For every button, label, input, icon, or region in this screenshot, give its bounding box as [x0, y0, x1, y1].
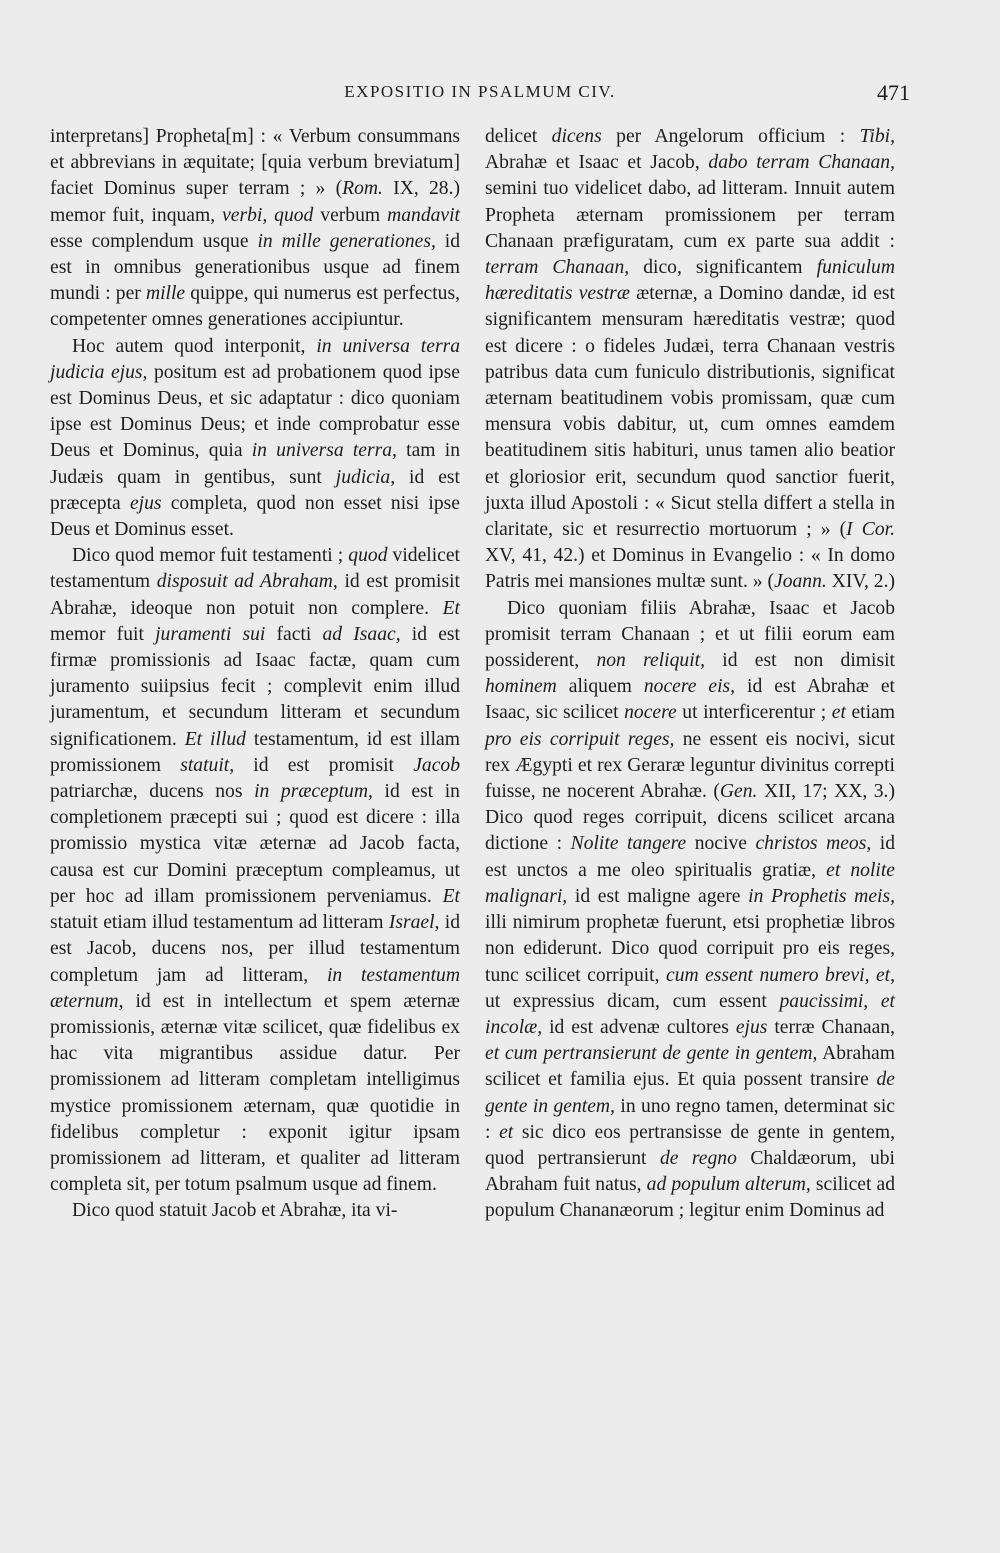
page-number: 471: [877, 80, 910, 105]
text-run: aliquem: [556, 676, 644, 698]
page-header: [50, 80, 910, 110]
italic-text: Gen.: [719, 781, 758, 803]
italic-text: Et illud: [184, 728, 246, 750]
text-run: id est non dimisit: [704, 650, 895, 672]
italic-text: disposuit ad Abraham,: [156, 571, 338, 593]
italic-text: non reliquit,: [596, 650, 705, 672]
italic-text: ad Isaac,: [322, 623, 401, 645]
italic-text: nocere eis,: [643, 676, 736, 698]
text-run: Dico quod statuit Jacob et Abrahæ, ita vi-: [72, 1200, 398, 1222]
running-head: EXPOSITIO IN PSALMUM CIV.: [344, 82, 616, 101]
text-run: dico, significantem: [629, 257, 817, 279]
text-run: æternæ, a Domino dandæ, id est significantem mensuram hæreditatis vestræ; quod est dicere : o fideles Judæi, terra Chanaan vestris patribus data cum funiculo distributionis, significat æternam beatitudinem vobis promissam, quæ cum mensura vobis dabitur, ut, cum omnes eamdem beatitudinem sitis habituri, unus tamen alio beatior et gloriosior erit, secundum quod sanctior fuerit, juxta illud Apostoli : « Sicut stella differt a stella in claritate, sic et resurrectio mortuorum ; » (: [485, 283, 895, 541]
italic-text: dicens: [551, 126, 602, 147]
paragraph: [485, 596, 895, 1225]
text-run: memor fuit: [50, 623, 156, 645]
text-run: semini tuo videlicet dabo, ad litteram. Innuit autem Propheta æternam promissionem per terram Chanaan præfiguratam, cum ex parte sua addit :: [485, 178, 895, 252]
paragraph: [50, 124, 460, 334]
italic-text: hominem: [485, 676, 557, 698]
text-run: illi nimirum prophetæ fuerunt, etsi prophetiæ libros non ediderunt. Dico quod corripuit pro eis reges, tunc scilicet corripuit,: [485, 912, 895, 986]
text-run: nocive: [686, 833, 756, 855]
italic-text: et cum pertransierunt de gente in gentem,: [485, 1043, 818, 1065]
italic-text: et: [499, 1121, 514, 1143]
text-run: completa, quod non esset nisi ipse Deus et Dominus esset.: [50, 492, 460, 541]
text-run: positum est ad probationem quod ipse est Dominus Deus, et sic adaptatur : dico quoniam ipse est Dominus Deus; et inde comprobatur esse Deus et Dominus, quia: [50, 361, 461, 462]
text-run: quippe, qui numerus est perfectus, competenter omnes generationes accipiuntur.: [50, 283, 460, 331]
text-run: ut interficerentur ;: [676, 702, 832, 724]
italic-text: juramenti sui: [155, 623, 266, 645]
text-run: terræ Chanaan,: [767, 1016, 895, 1038]
italic-text: et nolite malignari,: [485, 859, 895, 907]
text-run: interpretans] Propheta[m] : « Verbum consummans et abbrevians in æquitate; [quia verbum breviatum] faciet Dominus super terram ; » (: [50, 126, 460, 200]
italic-text: I Cor.: [846, 519, 895, 541]
text-run: id est advenæ cultores: [542, 1016, 736, 1038]
text-run: id est firmæ promissionis ad Isaac factæ, quam cum juramento suiipsius fecit ; complevit enim illud juramentum, et secundum litteram et secundum significationem.: [50, 623, 460, 750]
text-run: sic dico eos pertransisse de gente in gentem, quod pertransierunt: [485, 1121, 895, 1169]
italic-text: mille: [145, 283, 186, 305]
italic-text: Et: [442, 885, 460, 907]
italic-text: paucissimi, et incolæ,: [485, 990, 895, 1038]
text-run: esse complendum usque: [50, 230, 258, 252]
italic-text: dabo terram Chanaan,: [708, 152, 895, 174]
italic-text: et: [831, 702, 846, 724]
italic-text: verbi, quod: [222, 204, 314, 226]
paragraph: [50, 334, 460, 544]
italic-text: de regno: [659, 1147, 737, 1169]
italic-text: christos meos,: [755, 833, 872, 855]
italic-text: pro eis corripuit reges,: [485, 728, 675, 750]
text-run: Hoc autem quod interponit,: [72, 335, 317, 357]
text-run: testamentum, id est illam promissionem: [50, 728, 460, 776]
text-run: id est promisit: [234, 754, 414, 776]
text-run: id est Abrahæ et Isaac, sic scilicet: [485, 676, 895, 724]
italic-text: ejus: [129, 492, 162, 514]
italic-text: Israel,: [388, 912, 440, 934]
paragraph: [50, 543, 460, 1198]
text-run: verbum: [313, 204, 388, 226]
text-run: IX, 28.) memor fuit, inquam,: [50, 178, 461, 226]
text-run: scilicet ad populum Chananæorum ; legitur enim Dominus ad: [485, 1174, 895, 1222]
italic-text: in universa terra,: [251, 440, 397, 462]
italic-text: in testamentum æternum,: [50, 964, 460, 1012]
text-run: XIV, 2.): [826, 571, 896, 593]
text-run: facti: [265, 623, 323, 645]
text-run: XII, 17; XX, 3.) Dico quod reges corripuit, dicens scilicet arcana dictione :: [485, 781, 895, 855]
italic-text: judicia,: [335, 466, 396, 488]
text-run: ne essent eis nocivi, sicut rex Ægypti et rex Geraræ leguntur divinitus correpti fuisse, ne nocerent Abrahæ. (: [485, 728, 895, 803]
text-run: Abrahæ et Isaac et Jacob,: [485, 152, 709, 174]
italic-text: ejus: [735, 1016, 768, 1038]
text-run: XV, 41, 42.) et Dominus in Evangelio : « In domo Patris mei mansiones multæ sunt. » (: [485, 545, 895, 593]
italic-text: terram Chanaan,: [485, 257, 630, 279]
italic-text: ad populum alterum,: [646, 1174, 811, 1196]
text-run: id est in omnibus generationibus usque ad finem mundi : per: [50, 230, 461, 305]
text-run: Chaldæorum, ubi Abraham fuit natus,: [485, 1147, 895, 1196]
text-run: id est promisit Abrahæ, ideoque non potuit non complere.: [50, 571, 460, 619]
italic-text: mandavit: [387, 204, 460, 226]
text-column-right: [485, 124, 895, 1225]
text-run: tam in Judæis quam in gentibus, sunt: [50, 440, 460, 488]
text-run: id est in intellectum et spem æternæ promissionis, æternæ vitæ scilicet, quæ fidelibus ex hac vita migrantibus assidue datur. Per promissionem ad litteram completam intelligimus mystice promissionem æternam, quæ quotidie in fidelibus completur : exponit igitur ipsam promissionem ad litteram, et qualiter ad litteram completa sit, per totum psalmum usque ad finem.: [50, 990, 460, 1196]
text-run: delicet: [485, 126, 552, 147]
italic-text: in præceptum,: [254, 781, 373, 803]
italic-text: statuit,: [180, 754, 235, 776]
text-run: id est unctos a me oleo spiritualis gratiæ,: [485, 833, 896, 881]
text-run: statuit etiam illud testamentum ad litteram: [50, 912, 389, 934]
text-run: in uno regno tamen, determinat sic :: [485, 1095, 896, 1143]
italic-text: in Prophetis meis,: [748, 885, 895, 907]
italic-text: nocere: [624, 702, 677, 724]
italic-text: Nolite tangere: [570, 833, 687, 855]
text-run: Dico quod memor fuit testamenti ;: [72, 545, 349, 567]
text-run: ut expressius dicam, cum essent: [485, 990, 780, 1012]
text-run: id est maligne agere: [567, 885, 749, 907]
text-column-left: [50, 124, 460, 1225]
paragraph: [50, 1198, 460, 1224]
text-run: patriarchæ, ducens nos: [50, 781, 255, 803]
italic-text: Rom.: [342, 178, 383, 200]
italic-text: Tibi,: [859, 126, 895, 147]
italic-text: de gente in gentem,: [485, 1069, 895, 1117]
italic-text: Joann.: [774, 571, 827, 593]
italic-text: in universa terra judicia ejus,: [50, 335, 460, 383]
text-run: per Angelorum officium :: [601, 126, 860, 147]
italic-text: in mille generationes,: [257, 230, 436, 252]
italic-text: Et: [442, 597, 460, 619]
text-run: Abraham scilicet et familia ejus. Et quia possent transire: [485, 1043, 895, 1091]
text-run: id est Jacob, ducens nos, per illud testamentum completum jam ad litteram,: [50, 912, 460, 986]
text-run: id est præcepta: [50, 466, 460, 514]
italic-text: funiculum hæreditatis vestræ: [485, 257, 895, 305]
text-run: etiam: [845, 702, 896, 724]
italic-text: Jacob: [413, 754, 460, 776]
paragraph: [485, 124, 895, 596]
text-run: videlicet testamentum: [50, 545, 460, 593]
italic-text: quod: [348, 545, 388, 567]
italic-text: cum essent numero brevi, et,: [666, 964, 895, 986]
text-run: Dico quoniam filiis Abrahæ, Isaac et Jacob promisit terram Chanaan ; et ut filii eorum eam possiderent,: [485, 597, 895, 672]
text-run: id est in completionem præcepti sui ; quod est dicere : illa promissio mystica vitæ æternæ ad Jacob facta, causa est cur Domini præceptum compleamus, ut per hoc ad illam promissionem perveniamus.: [50, 781, 460, 907]
